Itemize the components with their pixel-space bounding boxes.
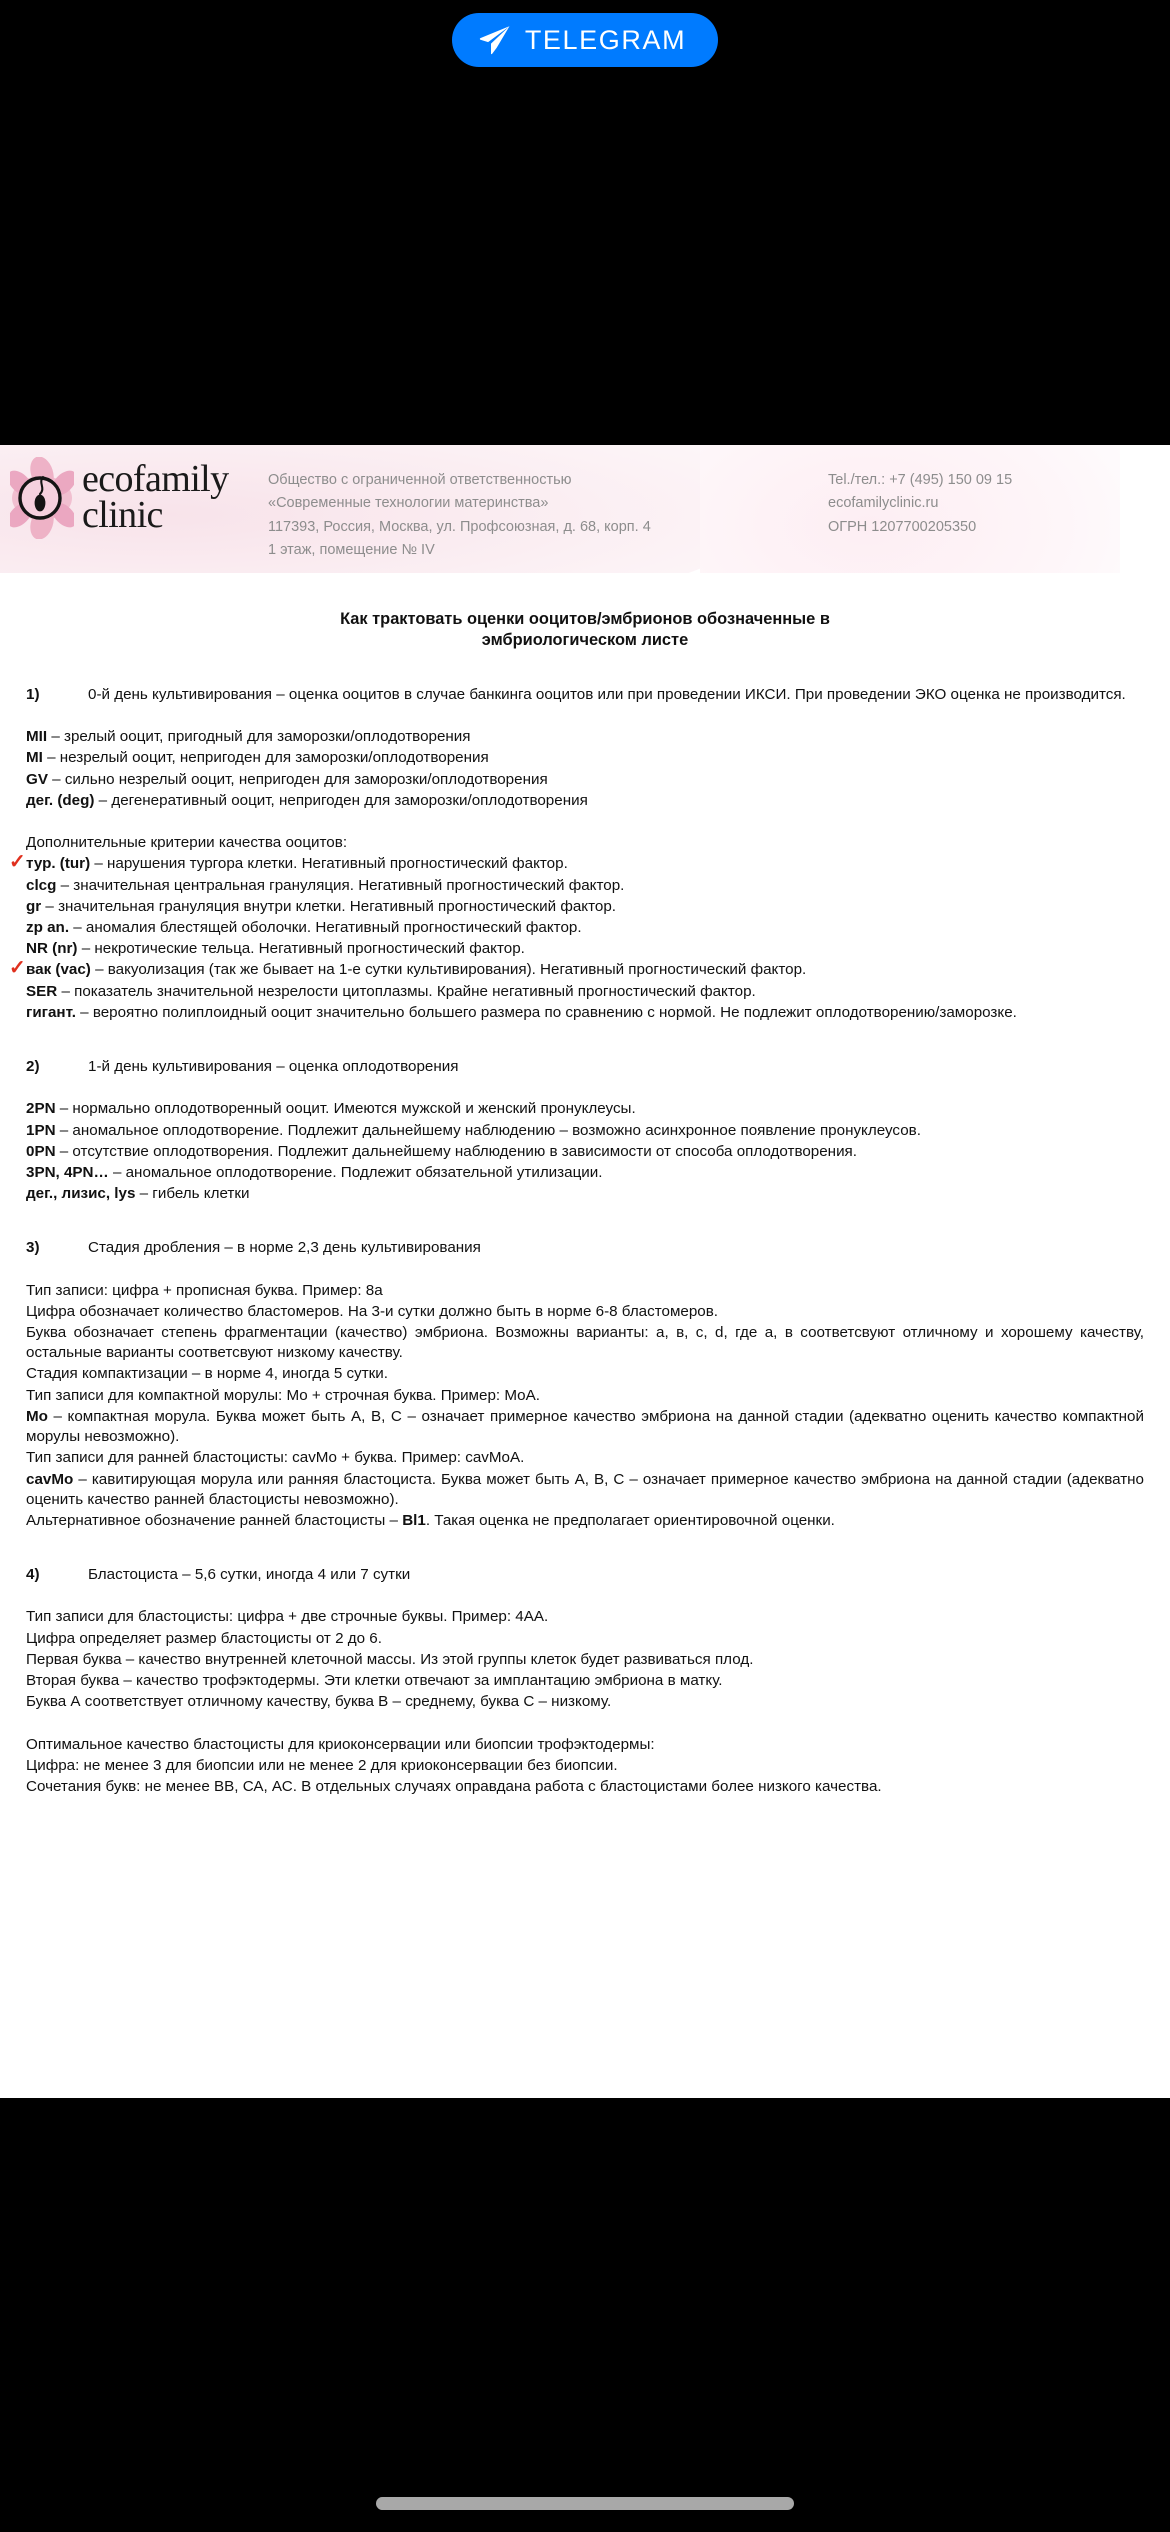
contact-ogrn: ОГРН 1207700205350 <box>828 518 977 535</box>
term-label: дег., лизис, lys <box>26 1185 136 1203</box>
info-line: Стадия компактизации – в норме 4, иногда 5 сутки. <box>26 1365 389 1383</box>
term-label: дег. (deg) <box>26 791 95 809</box>
term-label: NR (nr) <box>26 940 78 958</box>
term-line <box>26 770 1144 790</box>
company-address-block <box>268 457 828 563</box>
info-line: Цифра обозначает количество бластомеров. На 3-и сутки должно быть в норме 6-8 бластомеров. <box>26 1302 719 1320</box>
contact-phone: Tel./тел.: +7 (495) 150 09 15 <box>828 472 1013 488</box>
term-line <box>26 748 1144 768</box>
term-desc: – значительная грануляция внутри клетки. Негативный прогностический фактор. <box>41 897 617 915</box>
term-desc: – аномальное оплодотворение. Подлежит дальнейшему наблюдению – возможно асинхронное появление пронуклеусов. <box>55 1121 921 1139</box>
section-3-text: Стадия дробления – в норме 2,3 день культивирования <box>88 1239 481 1257</box>
section-2-number: 2) <box>26 1058 40 1076</box>
term-desc: – некротические тельца. Негативный прогностический фактор. <box>77 940 525 958</box>
telegram-button[interactable] <box>452 13 718 67</box>
optimal-quality-block <box>26 1735 1144 1798</box>
section-1-number: 1) <box>26 686 40 703</box>
term-label: 2PN <box>26 1100 56 1118</box>
term-desc: – кавитирующая морула или ранняя бластоциста. Буква может быть А, В, С – означает примерное качество эмбриона на данной стадии (адекватно оценить качество ранней бластоцисты невозможно). <box>26 1470 1144 1508</box>
term-label: MII <box>26 728 48 746</box>
criteria-line <box>26 982 1144 1002</box>
section-4-text: Бластоциста – 5,6 сутки, иногда 4 или 7 сутки <box>88 1566 411 1584</box>
term-label: cavMo <box>26 1470 74 1488</box>
term-desc: – компактная морула. Буква может быть А, В, С – означает примерное качество эмбриона на данной стадии (адекватно оценить качество компактной морулы невозможно). <box>26 1407 1144 1446</box>
section-1-text: 0-й день культивирования – оценка ооцитов в случае банкинга ооцитов или при проведении ИКСИ. При проведении ЭКО оценка не производится. <box>88 686 1126 703</box>
term-line <box>26 1470 1144 1510</box>
term-line <box>26 1142 1144 1162</box>
cleavage-stage-block <box>26 1281 1144 1532</box>
clinic-logo <box>8 457 248 539</box>
term-label: MI <box>26 749 43 767</box>
term-desc: – дегенеративный ооцит, непригоден для заморозки/оплодотворения <box>94 791 588 809</box>
info-line: Цифра: не менее 3 для биопсии или не менее 2 для криоконсервации без биопсии. <box>26 1756 618 1774</box>
info-line: Тип записи для компактной морулы: Мо + строчная буква. Пример: МоА. <box>26 1386 540 1404</box>
info-line: Цифра определяет размер бластоцисты от 2 до 6. <box>26 1629 382 1647</box>
term-label: gr <box>26 897 42 915</box>
term-desc: – показатель значительной незрелости цитоплазмы. Крайне негативный прогностический фактор. <box>57 982 756 1000</box>
term-desc: – аномалия блестящей оболочки. Негативный прогностический фактор. <box>69 918 582 936</box>
logo-line-2: clinic <box>82 494 163 536</box>
alt-rest: . Такая оценка не предполагает ориентировочной оценки. <box>425 1512 835 1529</box>
criteria-line <box>9 957 1144 980</box>
lotus-oocyte-icon <box>10 457 74 539</box>
info-line: Сочетания букв: не менее ВВ, СА, АС. В отдельных случаях оправдана работа с бластоцистами более низкого качества. <box>26 1777 882 1795</box>
term-label: 1PN <box>26 1121 56 1139</box>
term-line <box>26 1099 1144 1119</box>
criteria-line <box>26 876 1144 896</box>
section-4-heading <box>26 1565 1144 1585</box>
term-desc: – отсутствие оплодотворения. Подлежит дальнейшему наблюдению в зависимости от способа оплодотворения. <box>55 1142 857 1160</box>
term-line <box>26 727 1144 747</box>
term-line <box>26 1121 1144 1141</box>
letterhead <box>0 445 1170 573</box>
document-body <box>0 609 1170 1797</box>
term-line <box>26 1407 1144 1447</box>
document-page <box>0 445 1170 2098</box>
contact-website: ecofamilyclinic.ru <box>828 495 939 512</box>
term-desc: – нарушения тургора клетки. Негативный прогностический фактор. <box>90 855 568 873</box>
term-label: Мо <box>26 1407 48 1425</box>
term-line <box>26 1163 1144 1183</box>
section-2-heading <box>26 1057 1144 1077</box>
term-desc: – сильно незрелый ооцит, непригоден для заморозки/оплодотворения <box>47 770 548 788</box>
company-contacts-block <box>828 457 1150 539</box>
term-label: SER <box>26 982 58 1000</box>
page-title-line-1: Как трактовать оценки ооцитов/эмбрионов обозначенные в <box>340 610 830 628</box>
term-desc: – вероятно полиплоидный ооцит значительно большего размера по сравнению с нормой. Не подлежит оплодотворению/заморозке. <box>75 1003 1017 1021</box>
term-desc: – зрелый ооцит, пригодный для заморозки/оплодотворения <box>47 728 471 746</box>
term-line <box>26 791 1144 811</box>
telegram-button-label: TELEGRAM <box>524 24 687 55</box>
section-2-text: 1-й день культивирования – оценка оплодотворения <box>88 1058 459 1076</box>
term-desc: – нормально оплодотворенный ооцит. Имеются мужской и женский пронуклеусы. <box>55 1100 636 1118</box>
page-title <box>26 609 1144 651</box>
term-desc: – вакуолизация (так же бывает на 1-е сутки культивирования). Негативный прогностический фактор. <box>90 961 807 979</box>
company-address-line: Общество с ограниченной ответственностью <box>268 472 572 488</box>
term-label: 3PN, 4PN… <box>26 1163 109 1181</box>
criteria-line <box>26 918 1144 938</box>
term-desc: – гибель клетки <box>135 1185 250 1203</box>
criteria-line <box>9 851 1144 874</box>
term-label: clcg <box>26 876 57 894</box>
term-label: вак (vac) <box>26 961 91 979</box>
info-line: Первая буква – качество внутренней клеточной массы. Из этой группы клеток будет развиваться плод. <box>26 1650 754 1668</box>
alt-designation-line <box>26 1511 1144 1531</box>
term-desc: – незрелый ооцит, непригоден для заморозки/оплодотворения <box>42 749 489 767</box>
term-label: zp an. <box>26 918 70 936</box>
term-label: гигант. <box>26 1003 76 1021</box>
alt-pre: Альтернативное обозначение ранней бластоцисты – <box>26 1512 403 1529</box>
section-3-number: 3) <box>26 1239 40 1257</box>
blastocyst-block <box>26 1607 1144 1712</box>
alt-term: Bl1 <box>402 1512 426 1529</box>
term-label: 0PN <box>26 1142 56 1160</box>
info-line: Вторая буква – качество трофэктодермы. Эти клетки отвечают за имплантацию эмбриона в матку. <box>26 1672 723 1690</box>
term-label: GV <box>26 770 48 788</box>
company-address-line: 117393, Россия, Москва, ул. Профсоюзная, д. 68, корп. 4 <box>268 518 651 535</box>
oocyte-criteria-block <box>9 833 1144 1023</box>
criteria-line <box>26 939 1144 959</box>
telegram-plane-icon <box>478 25 512 55</box>
section-1-heading <box>26 685 1144 705</box>
section-3-heading <box>26 1238 1144 1258</box>
oocyte-maturity-terms <box>26 727 1144 811</box>
info-line: Тип записи для ранней бластоцисты: cavMo + буква. Пример: cavMoA. <box>26 1449 525 1467</box>
term-desc: – аномальное оплодотворение. Подлежит обязательной утилизации. <box>108 1163 603 1181</box>
page-title-line-2: эмбриологическом листе <box>481 631 689 649</box>
clinic-logo-text <box>82 458 229 536</box>
info-line: Тип записи: цифра + прописная буква. Пример: 8а <box>26 1281 383 1299</box>
info-line: Оптимальное качество бластоцисты для криоконсервации или биопсии трофэктодермы: <box>26 1735 655 1753</box>
logo-line-1: ecofamily <box>82 458 229 501</box>
telegram-badge-container <box>0 13 1170 67</box>
info-line: Буква А соответствует отличному качеству, буква В – среднему, буква С – низкому. <box>26 1693 612 1711</box>
criteria-line <box>26 1003 1144 1023</box>
section-4-number: 4) <box>26 1566 40 1584</box>
info-line: Буква обозначает степень фрагментации (качество) эмбриона. Возможны варианты: a, в, c, d, где a, в соответсвуют отличному и хорошему качеству, остальные варианты соответсвуют низкому качеству. <box>26 1324 1144 1362</box>
company-address-line: «Современные технологии материнства» <box>268 495 549 512</box>
criteria-intro: Дополнительные критерии качества ооцитов: <box>26 834 348 852</box>
company-address-line: 1 этаж, помещение № IV <box>268 542 435 559</box>
info-line: Тип записи для бластоцисты: цифра + две строчные буквы. Пример: 4АА. <box>26 1608 549 1626</box>
red-check-icon: ✓ <box>9 851 26 874</box>
fertilization-terms <box>26 1099 1144 1204</box>
red-check-icon: ✓ <box>9 957 26 980</box>
term-label: тур. (tur) <box>26 855 91 873</box>
criteria-line <box>26 897 1144 917</box>
term-line <box>26 1184 1144 1204</box>
term-desc: – значительная центральная грануляция. Негативный прогностический фактор. <box>56 876 625 894</box>
home-indicator[interactable] <box>376 2497 794 2510</box>
